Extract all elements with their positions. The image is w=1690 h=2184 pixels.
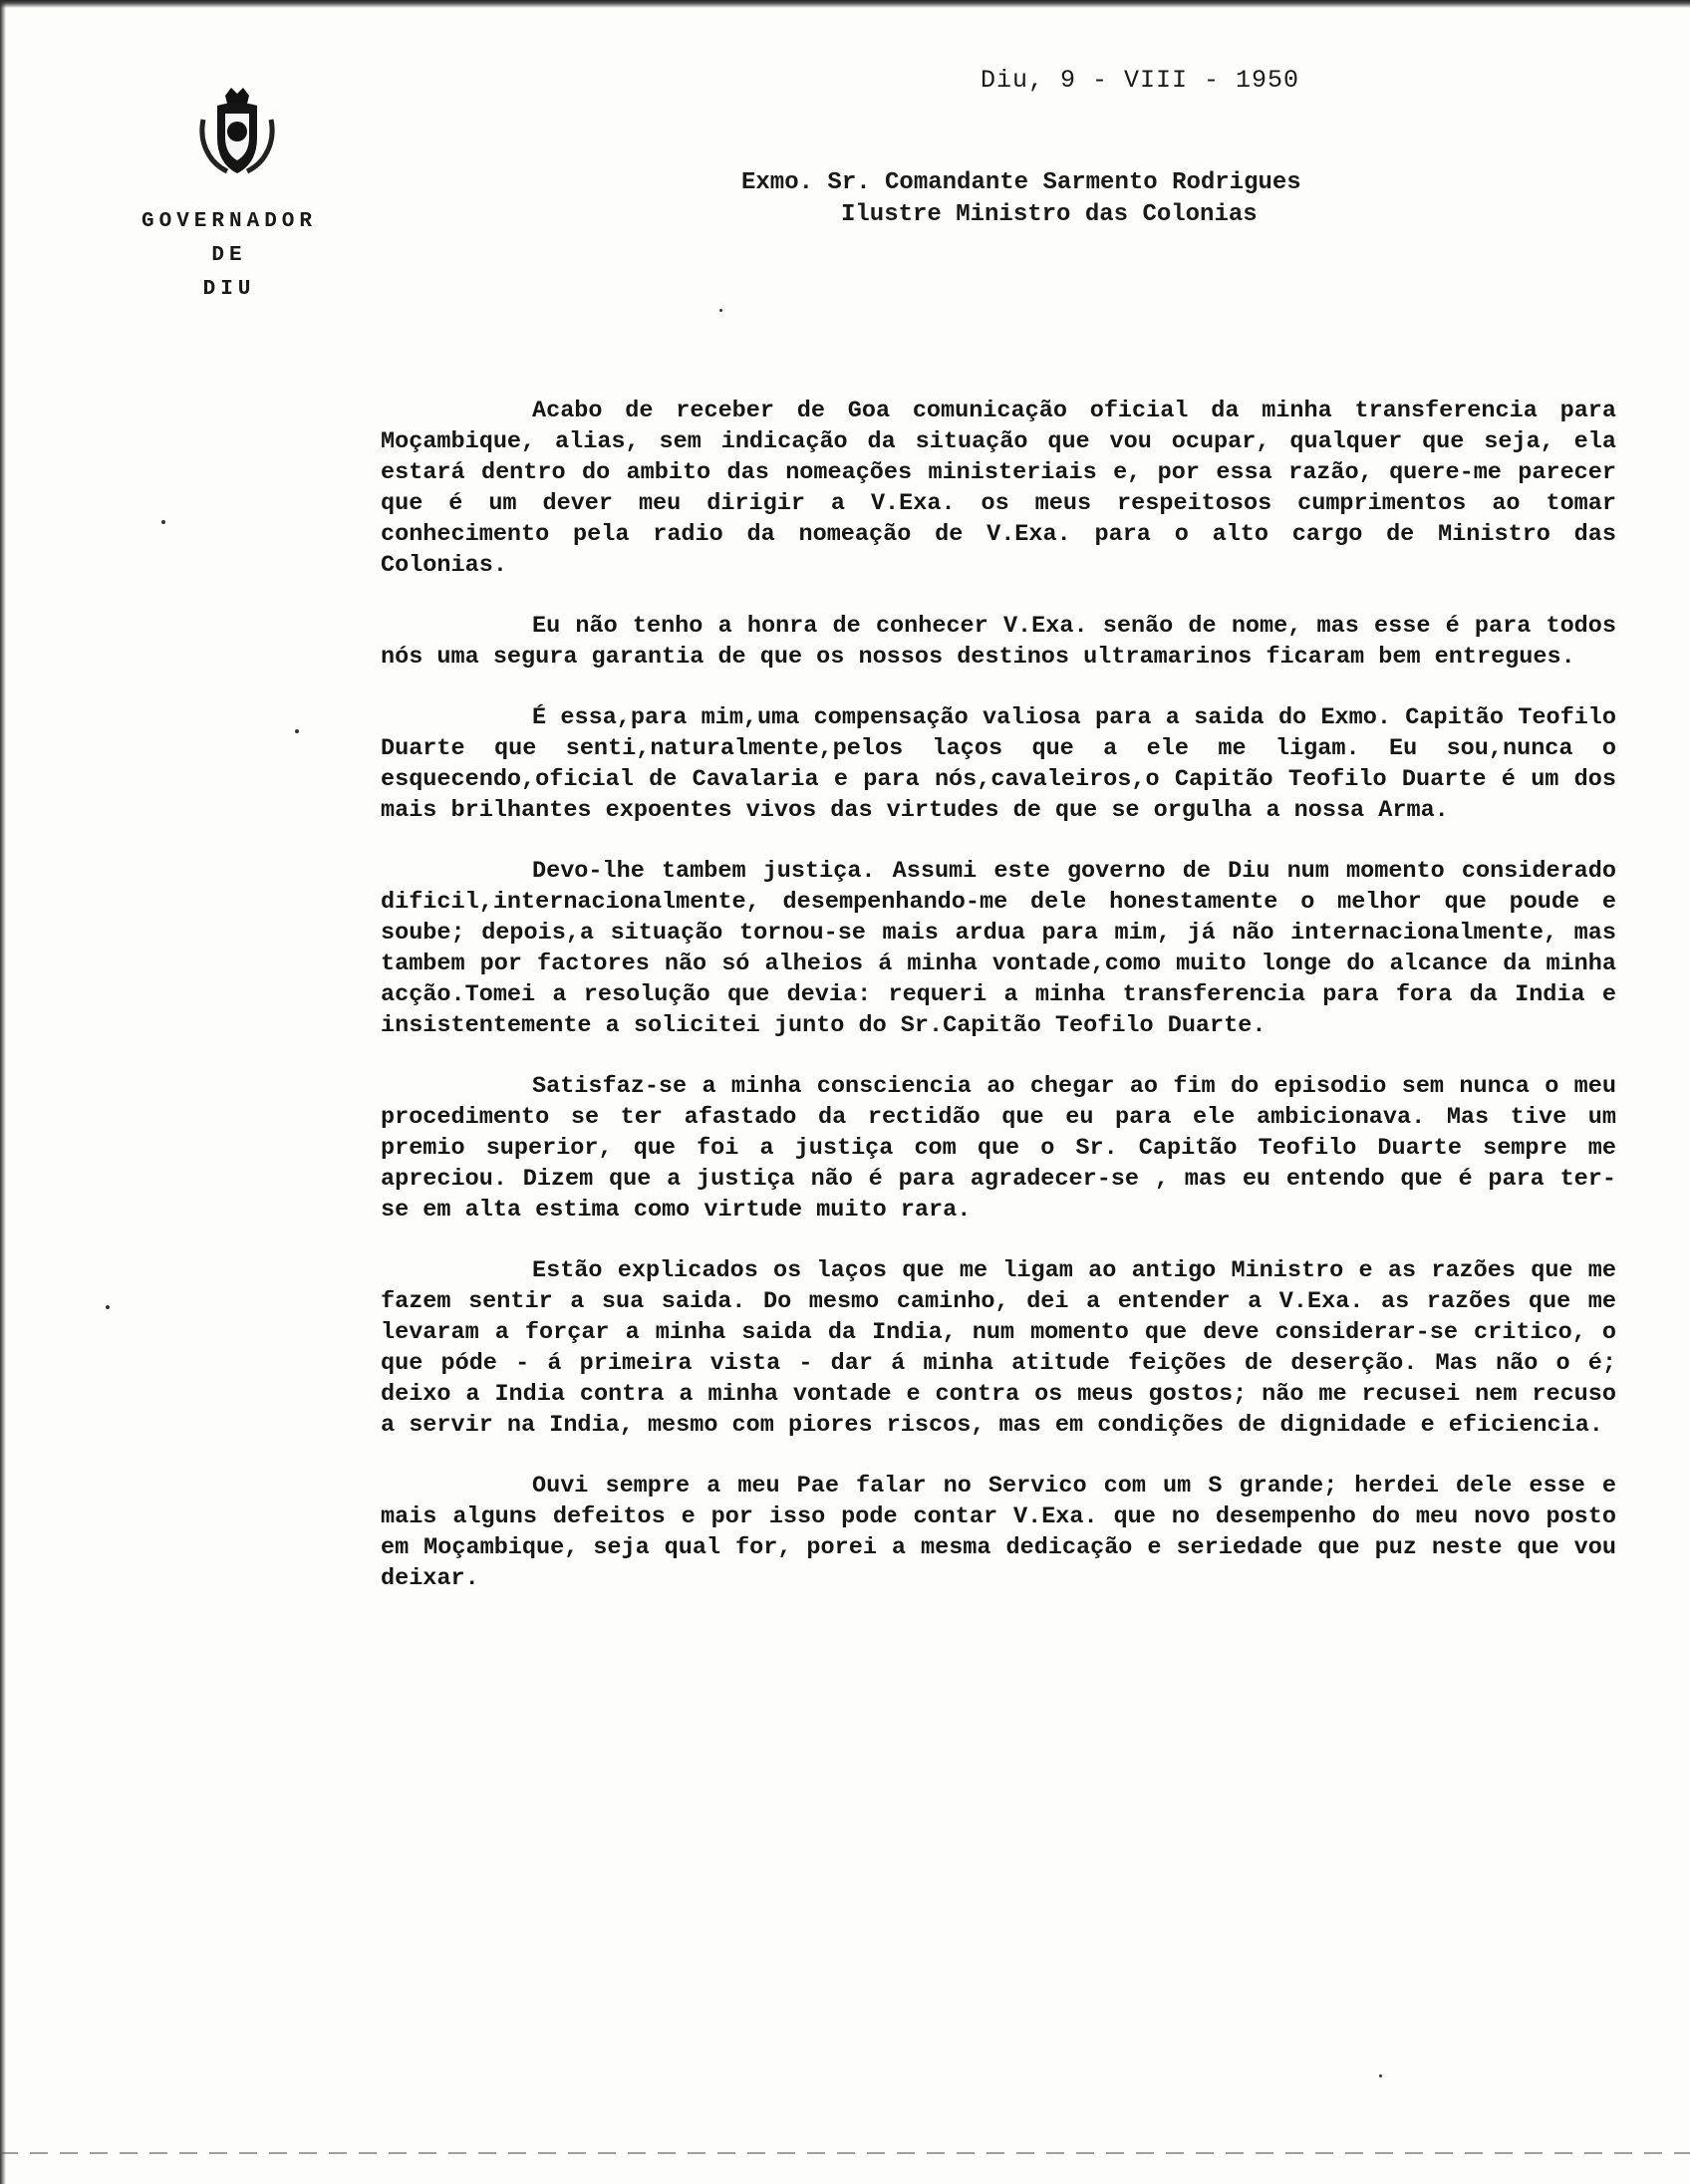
recipient-block (741, 167, 1301, 231)
scan-edge-top (0, 0, 1690, 8)
scan-speck (161, 520, 165, 524)
body-paragraph: É essa,para mim,uma compensação valiosa para a saida do Exmo. Capitão Teofilo Duarte que senti,naturalmente,pelos laços que a ele me ligam. Eu sou,nunca o esquecendo,oficial de Cavalaria e para nós,cavaleiros,o Capitão Teofilo Duarte é um dos mais brilhantes expoentes vivos das virtudes de que se orgulha a nossa Arma. (381, 704, 1616, 824)
sender-line: DE (211, 244, 247, 267)
sender-line: GOVERNADOR (141, 210, 318, 233)
body-paragraph: Eu não tenho a honra de conhecer V.Exa. senão de nome, mas esse é para todos nós uma segura garantia de que os nossos destinos ultramarinos ficaram bem entregues. (381, 613, 1616, 671)
coat-of-arms-icon (195, 86, 279, 181)
body-paragraph: Devo-lhe tambem justiça. Assumi este governo de Diu num momento considerado dificil,internacionalmente, desempenhando-me dele honestamente o melhor que poude e soube; depois,a situação tornou-se mais ardua para mim, já não internacionalmente, mas tambem por factores não só alheios á minha vontade,como muito longe do alcance da minha acção.Tomei a resolução que devia: requeri a minha transferencia para fora da India e insistentemente a solicitei junto do Sr.Capitão Teofilo Duarte. (381, 858, 1616, 1039)
body-paragraph: Estão explicados os laços que me ligam ao antigo Ministro e as razões que me fazem sentir a sua saida. Do mesmo caminho, dei a entender a V.Exa. as razões que me levaram a forçar a minha saida da India, num momento que deve considerar-se critico, o que póde - á primeira vista - dar á minha atitude feições de deserção. Mas não o é; deixo a India contra a minha vontade e contra os meus gostos; não me recusei nem recuso a servir na India, mesmo com piores riscos, mas em condições de dignidade e eficiencia. (381, 1257, 1616, 1439)
letter-date: Diu, 9 - VIII - 1950 (981, 66, 1300, 95)
body-paragraph: Ouvi sempre a meu Pae falar no Servico com um S grande; herdei dele esse e mais alguns defeitos e por isso pode contar V.Exa. que no desempenho do meu novo posto em Moçambique, seja qual for, porei a mesma dedicação e seriedade que puz neste que vou deixar. (381, 1473, 1616, 1592)
recipient-line-1: Exmo. Sr. Comandante Sarmento Rodrigues (741, 169, 1301, 196)
recipient-line-2: Ilustre Ministro das Colonias (841, 201, 1258, 228)
scan-speck (295, 729, 299, 733)
scan-speck (719, 309, 722, 312)
scan-edge-bottom (0, 2152, 1690, 2154)
letter-body (381, 396, 1616, 1624)
scan-speck (1379, 2074, 1382, 2077)
scan-speck (106, 1305, 110, 1309)
body-paragraph: Acabo de receber de Goa comunicação oficial da minha transferencia para Moçambique, alias, sem indicação da situação que vou ocupar, qualquer que seja, ela estará dentro do ambito das nomeações ministeriais e, por essa razão, quere-me parecer que é um dever meu dirigir a V.Exa. os meus respeitosos cumprimentos ao tomar conhecimento pela radio da nomeação de V.Exa. para o alto cargo de Ministro das Colonias. (381, 398, 1616, 579)
scan-edge-left (0, 0, 6, 2184)
sender-line: DIU (202, 278, 256, 301)
body-paragraph: Satisfaz-se a minha consciencia ao chegar ao fim do episodio sem nunca o meu procedimento se ter afastado da rectidão que eu para ele ambicionava. Mas tive um premio superior, que foi a justiça com que o Sr. Capitão Teofilo Duarte sempre me apreciou. Dizem que a justiça não é para agradecer-se , mas eu entendo que é para ter-se em alta estima como virtude muito rara. (381, 1073, 1616, 1224)
sender-block (100, 205, 359, 307)
